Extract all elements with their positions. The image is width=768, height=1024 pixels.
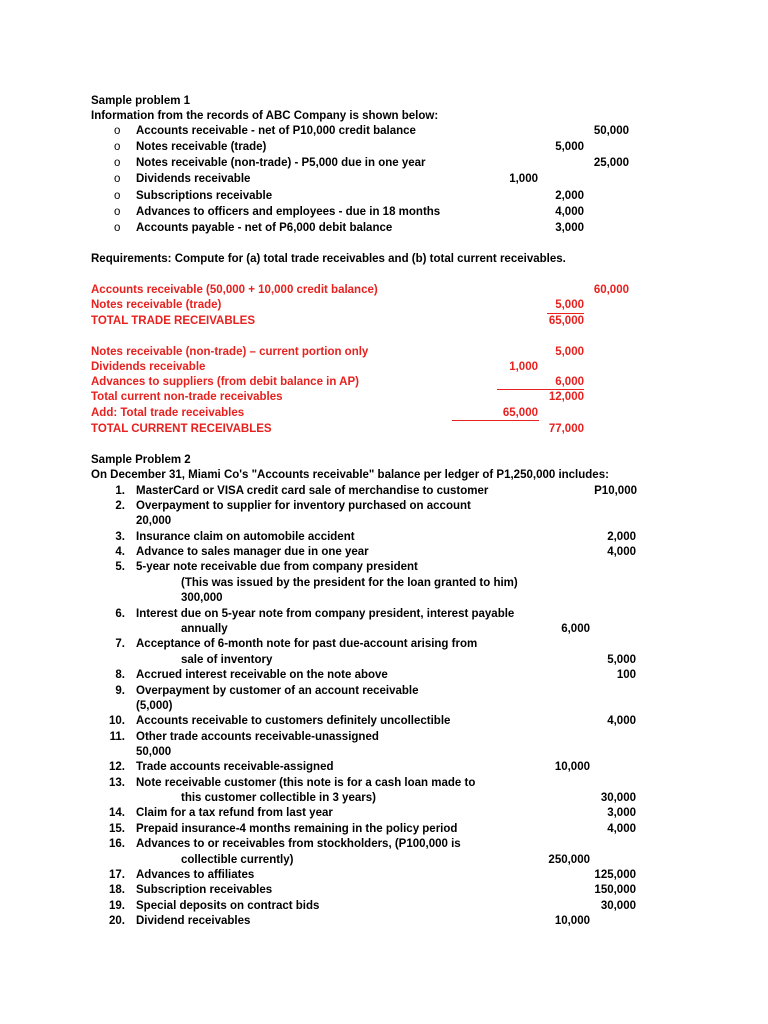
item-value: (5,000) (136, 700, 173, 712)
item-number: 7. (115, 638, 125, 650)
item-subtext: this customer collectible in 3 years) (181, 792, 376, 804)
solution-value: 12,000 (548, 391, 584, 403)
item-number: 6. (115, 608, 125, 620)
solution-total-value: 65,000 (548, 315, 584, 327)
item-number: 20. (109, 915, 125, 927)
bullet-icon: o (114, 157, 121, 169)
item-number: 5. (115, 561, 125, 573)
item-number: 10. (109, 715, 125, 727)
item-value: 3,000 (555, 222, 584, 234)
item-number: 15. (109, 823, 125, 835)
solution-label: Dividends receivable (91, 361, 206, 373)
item-label: Accounts receivable - net of P10,000 credit balance (136, 125, 416, 137)
item-text: 5-year note receivable due from company president (136, 561, 418, 573)
item-value: 10,000 (554, 915, 590, 927)
item-value: 1,000 (509, 173, 538, 185)
item-value: 30,000 (600, 900, 636, 912)
item-text: Insurance claim on automobile accident (136, 531, 355, 543)
item-number: 11. (109, 731, 125, 743)
item-value: 30,000 (600, 792, 636, 804)
problem1-intro: Information from the records of ABC Company is shown below: (91, 110, 439, 122)
solution-label: Notes receivable (trade) (91, 299, 222, 311)
item-subtext: collectible currently) (181, 854, 294, 866)
item-text: Interest due on 5-year note from company president, interest payable (136, 608, 515, 620)
requirements-text: Requirements: Compute for (a) total trade receivables and (b) total current receivables. (91, 253, 566, 265)
bullet-icon: o (114, 206, 121, 218)
item-text: Other trade accounts receivable-unassigned (136, 731, 379, 743)
solution-label: Advances to suppliers (from debit balance in AP) (91, 376, 359, 388)
item-text: Dividend receivables (136, 915, 251, 927)
item-value: 4,000 (607, 546, 636, 558)
item-value: 50,000 (136, 746, 172, 758)
item-text: Claim for a tax refund from last year (136, 807, 333, 819)
solution-total-label: TOTAL TRADE RECEIVABLES (91, 315, 255, 327)
problem2-title: Sample Problem 2 (91, 454, 191, 466)
item-value: 4,000 (607, 823, 636, 835)
item-subtext: sale of inventory (181, 654, 273, 666)
item-number: 9. (115, 685, 125, 697)
item-text: Advance to sales manager due in one year (136, 546, 369, 558)
item-value: 250,000 (548, 854, 590, 866)
item-text: Overpayment by customer of an account receivable (136, 685, 419, 697)
item-value: 125,000 (594, 869, 636, 881)
item-text: Trade accounts receivable-assigned (136, 761, 334, 773)
solution-value: 5,000 (555, 346, 584, 358)
item-number: 19. (109, 900, 125, 912)
bullet-icon: o (114, 173, 121, 185)
solution-value: 5,000 (547, 298, 584, 314)
solution-value: 65,000 (502, 407, 538, 419)
item-value: 300,000 (181, 592, 223, 604)
item-text: Overpayment to supplier for inventory purchased on account (136, 500, 471, 512)
item-number: 4. (115, 546, 125, 558)
item-text: Accrued interest receivable on the note above (136, 669, 388, 681)
item-number: 2. (115, 500, 125, 512)
item-value: 6,000 (561, 623, 590, 635)
item-number: 12. (109, 761, 125, 773)
item-number: 13. (109, 777, 125, 789)
bullet-icon: o (114, 222, 121, 234)
item-number: 8. (115, 669, 125, 681)
item-number: 17. (109, 869, 125, 881)
item-value: 4,000 (555, 206, 584, 218)
item-text: Accounts receivable to customers definitely uncollectible (136, 715, 451, 727)
item-value: 100 (616, 669, 636, 681)
item-text: Note receivable customer (this note is for a cash loan made to (136, 777, 476, 789)
bullet-icon: o (114, 190, 121, 202)
solution-label: Add: Total trade receivables (91, 407, 245, 419)
item-value: 5,000 (555, 141, 584, 153)
solution-total-label: TOTAL CURRENT RECEIVABLES (91, 423, 272, 435)
item-value: 10,000 (554, 761, 590, 773)
item-value: 150,000 (594, 884, 636, 896)
item-text: Advances to or receivables from stockholders, (P100,000 is (136, 838, 461, 850)
solution-label: Accounts receivable (50,000 + 10,000 credit balance) (91, 284, 378, 296)
solution-value: 6,000 (555, 376, 584, 388)
item-label: Dividends receivable (136, 173, 251, 185)
item-number: 18. (109, 884, 125, 896)
item-text: Special deposits on contract bids (136, 900, 320, 912)
item-value: P10,000 (594, 485, 637, 497)
solution-label: Total current non-trade receivables (91, 391, 283, 403)
item-subtext: (This was issued by the president for the loan granted to him) (181, 577, 518, 589)
item-label: Advances to officers and employees - due in 18 months (136, 206, 441, 218)
solution-value: 1,000 (509, 361, 538, 373)
item-label: Notes receivable (trade) (136, 141, 267, 153)
problem1-title: Sample problem 1 (91, 95, 191, 107)
solution-label: Notes receivable (non-trade) – current portion only (91, 346, 369, 358)
solution-value: 60,000 (593, 284, 629, 296)
problem2-intro: On December 31, Miami Co's "Accounts receivable" balance per ledger of P1,250,000 includes: (91, 469, 609, 481)
item-value: 25,000 (593, 157, 629, 169)
bullet-icon: o (114, 141, 121, 153)
item-value: 50,000 (593, 125, 629, 137)
solution-total-value: 77,000 (548, 423, 584, 435)
item-value: 2,000 (607, 531, 636, 543)
item-value: 20,000 (136, 515, 172, 527)
item-value: 3,000 (607, 807, 636, 819)
item-value: 5,000 (607, 654, 636, 666)
bullet-icon: o (114, 125, 121, 137)
item-text: Prepaid insurance-4 months remaining in the policy period (136, 823, 458, 835)
item-label: Notes receivable (non-trade) - P5,000 due in one year (136, 157, 426, 169)
item-text: Subscription receivables (136, 884, 273, 896)
item-number: 14. (109, 807, 125, 819)
item-label: Subscriptions receivable (136, 190, 273, 202)
item-text: MasterCard or VISA credit card sale of merchandise to customer (136, 485, 489, 497)
item-value: 4,000 (607, 715, 636, 727)
item-number: 1. (115, 485, 125, 497)
item-number: 3. (115, 531, 125, 543)
item-subtext: annually (181, 623, 228, 635)
item-text: Advances to affiliates (136, 869, 255, 881)
item-number: 16. (109, 838, 125, 850)
item-text: Acceptance of 6-month note for past due-account arising from (136, 638, 478, 650)
underline-rule (452, 420, 539, 421)
item-label: Accounts payable - net of P6,000 debit balance (136, 222, 393, 234)
item-value: 2,000 (555, 190, 584, 202)
